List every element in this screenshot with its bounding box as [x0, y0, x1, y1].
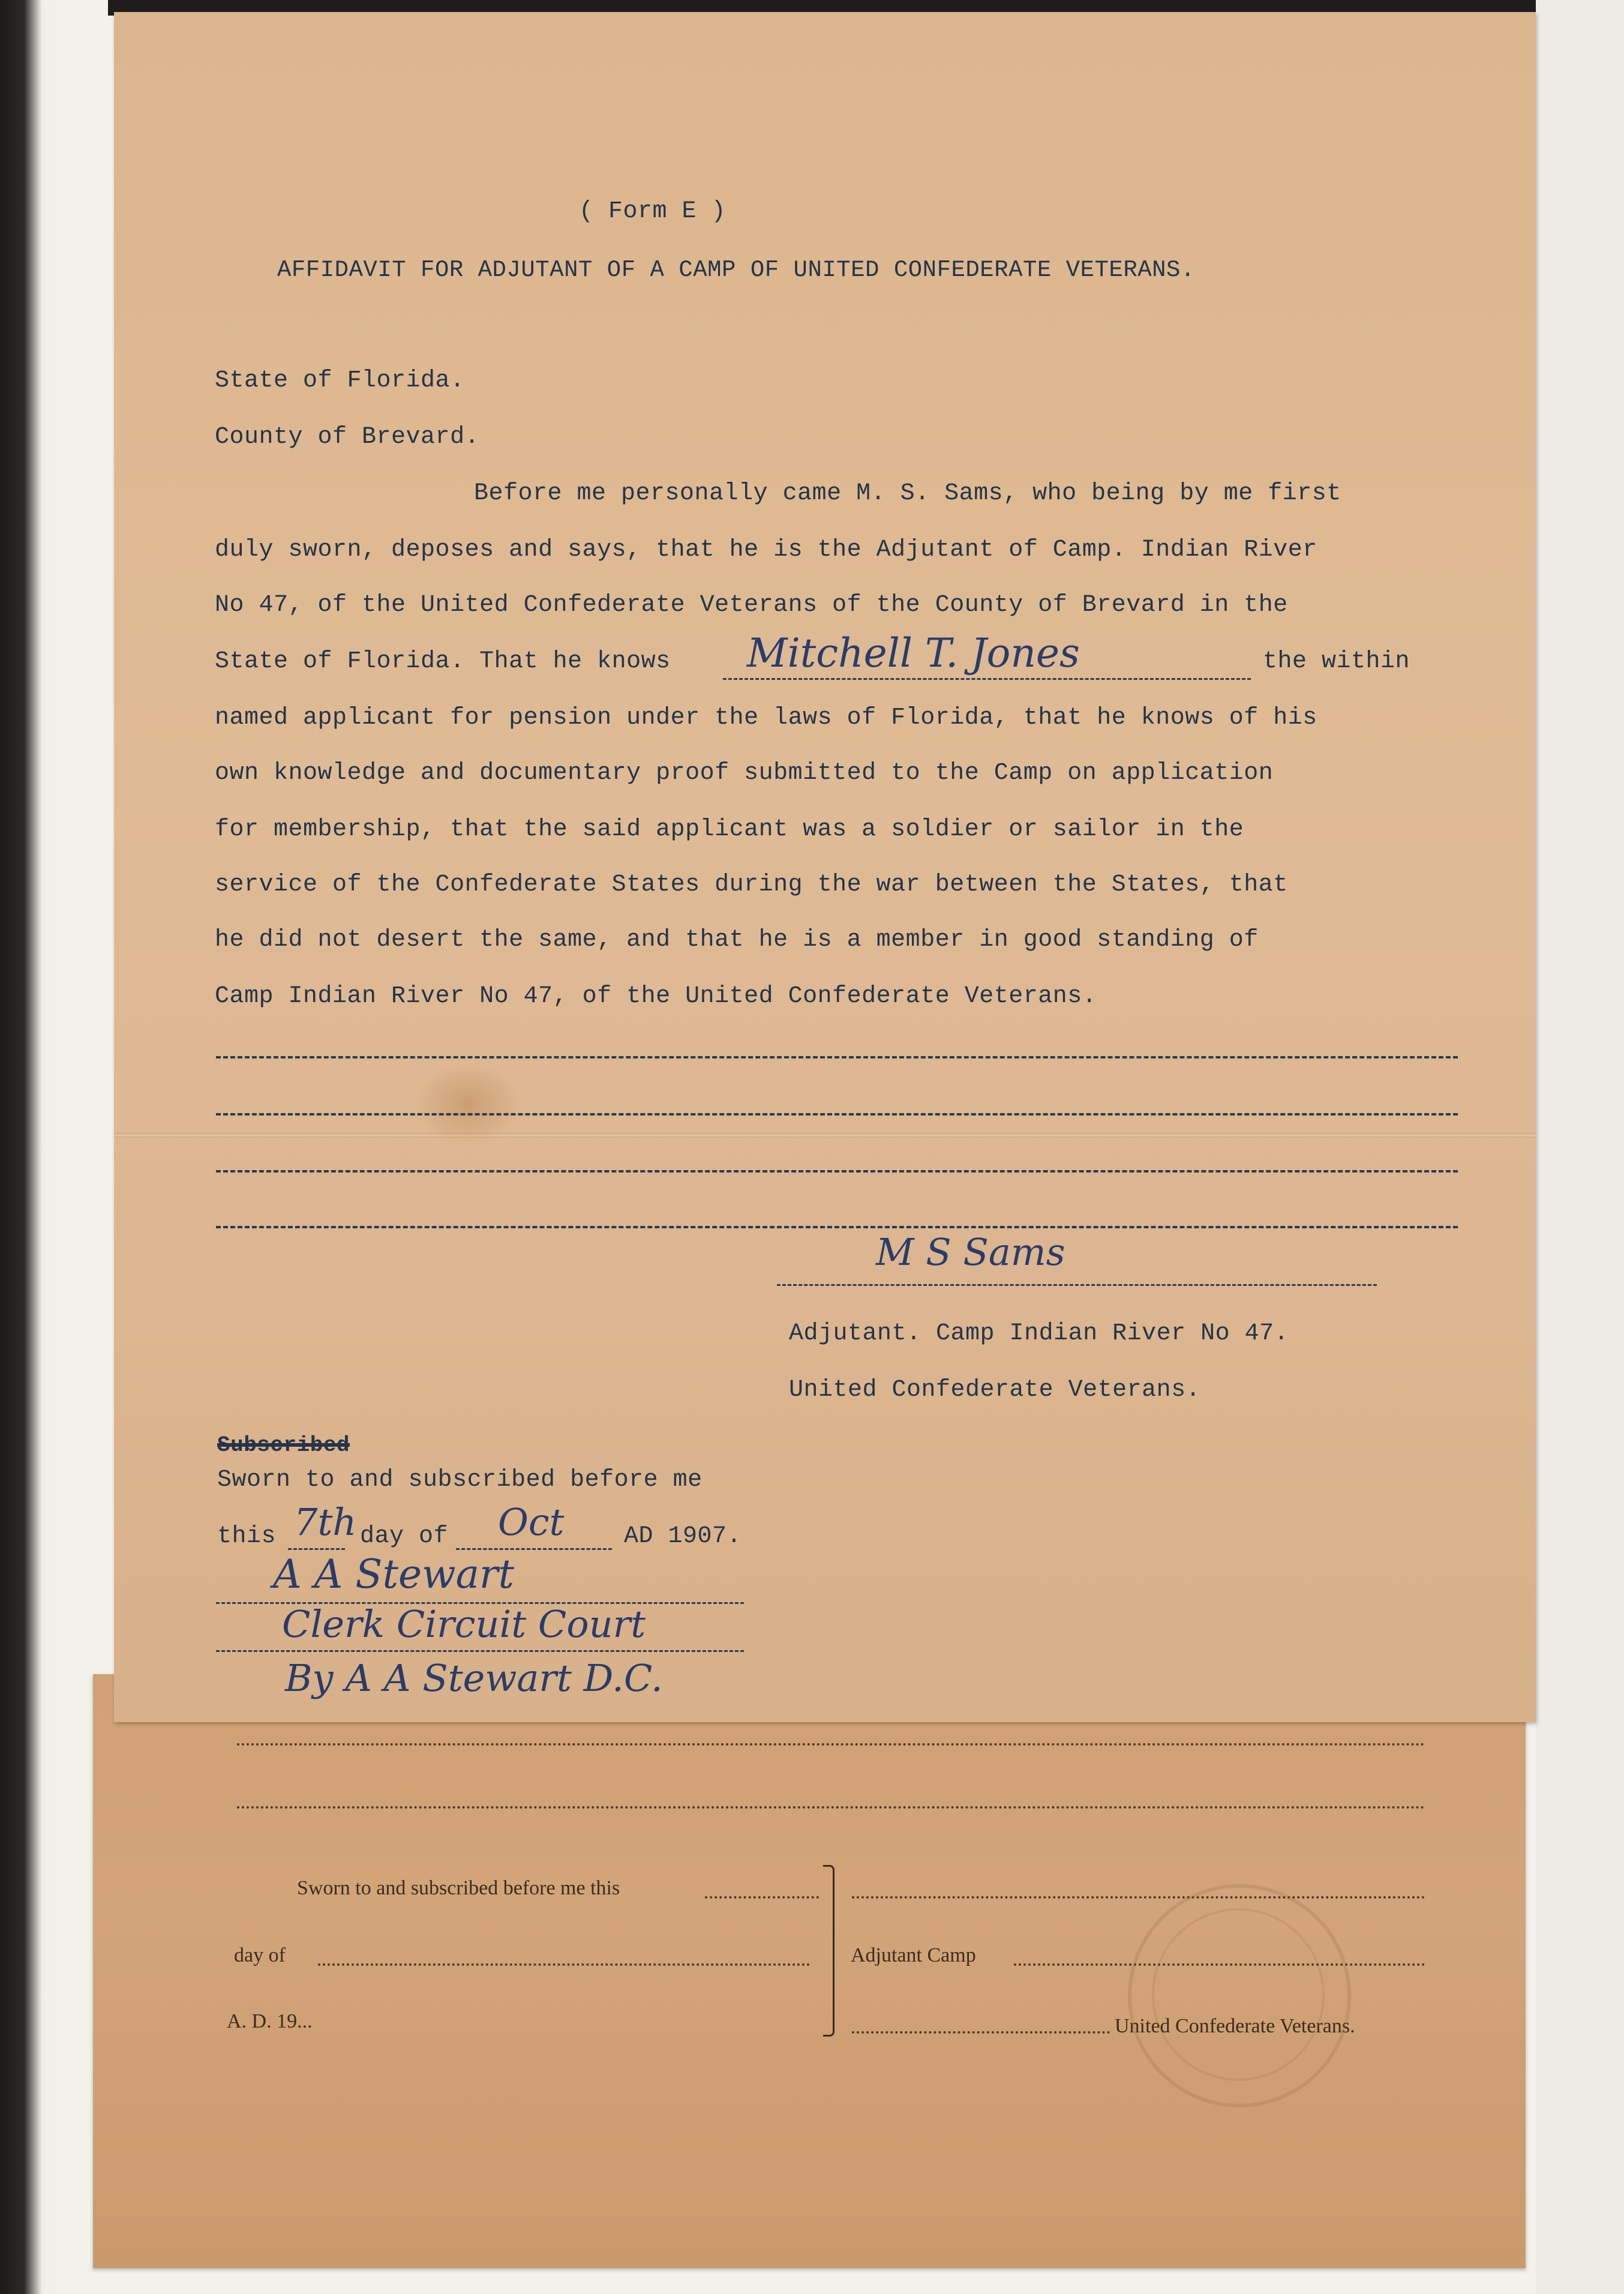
sworn-day-value: 7th [294, 1500, 357, 1544]
stub-brace [823, 1865, 834, 2037]
body-line-5: named applicant for pension under the laws of Florida, that he knows of his [215, 704, 1317, 731]
applicant-name-underline [723, 678, 1251, 680]
stub-ucv-dots [852, 2031, 1110, 2034]
stub-adjutant-camp: Adjutant Camp [851, 1944, 976, 1966]
stub-day-dots [318, 1963, 810, 1966]
body-line-3: No 47, of the United Confederate Veterans of the County of Brevard in the [215, 592, 1288, 619]
body-line-4b: the within [1263, 648, 1410, 675]
paper-stain [414, 1062, 522, 1146]
stub-sworn-dots [705, 1896, 819, 1899]
sworn-month-value: Oct [498, 1500, 565, 1544]
form-label: ( Form E ) [579, 198, 727, 225]
filler-dash-line-1 [216, 1056, 1458, 1058]
sworn-month-underline [456, 1548, 612, 1550]
stub-day-of: day of [234, 1944, 286, 1966]
adjutant-signature-line [777, 1284, 1377, 1286]
body-line-10: Camp Indian River No 47, of the United Confederate Veterans. [215, 983, 1097, 1010]
clerk-signature: A A Stewart [273, 1551, 514, 1597]
stub-dotted-line-1 [237, 1743, 1425, 1746]
adjutant-title-2: United Confederate Veterans. [789, 1377, 1201, 1404]
embossed-seal-inner [1152, 1908, 1325, 2081]
scan-edge-left [0, 0, 66, 2294]
body-line-6: own knowledge and documentary proof submitted to the Camp on application [215, 760, 1274, 787]
stub-right-dots-1 [852, 1896, 1425, 1899]
stub-ad-line: A. D. 19... [227, 2010, 313, 2032]
body-line-7: for membership, that the said applicant was a soldier or sailor in the [215, 816, 1244, 843]
sworn-this: this [217, 1523, 277, 1550]
stub-dotted-line-2 [237, 1806, 1425, 1809]
applicant-name-signature: Mitchell T. Jones [747, 630, 1080, 676]
body-line-9: he did not desert the same, and that he is a member in good standing of [215, 926, 1259, 953]
deputy-clerk-line: By A A Stewart D.C. [285, 1656, 663, 1700]
adjutant-title-1: Adjutant. Camp Indian River No 47. [789, 1320, 1289, 1347]
fold-crease [114, 1133, 1536, 1138]
body-line-1: Before me personally came M. S. Sams, who being by me first [474, 480, 1341, 507]
scan-edge-right [1536, 0, 1624, 2294]
sworn-year: AD 1907. [624, 1523, 742, 1550]
stub-sworn-line: Sworn to and subscribed before me this [297, 1877, 620, 1899]
clerk-title: Clerk Circuit Court [282, 1602, 646, 1646]
sworn-day-underline [288, 1548, 345, 1550]
body-line-2: duly sworn, deposes and says, that he is the Adjutant of Camp. Indian River [215, 536, 1317, 563]
county-line: County of Brevard. [215, 424, 480, 451]
clerk-title-line [216, 1650, 744, 1652]
sworn-line-1: Sworn to and subscribed before me [217, 1467, 703, 1494]
adjutant-signature: M S Sams [876, 1230, 1065, 1274]
stub-ucv: United Confederate Veterans. [1115, 2015, 1355, 2037]
body-line-4: State of Florida. That he knows [215, 648, 671, 675]
body-line-8: service of the Confederate States during the war between the States, that [215, 871, 1288, 898]
state-line: State of Florida. [215, 367, 465, 394]
filler-dash-line-2 [216, 1113, 1458, 1115]
subscribed-struck: Subscribed [217, 1433, 350, 1458]
filler-dash-line-4 [216, 1226, 1458, 1228]
filler-dash-line-3 [216, 1170, 1458, 1173]
sworn-day-of: day of [360, 1523, 449, 1550]
form-title: AFFIDAVIT FOR ADJUTANT OF A CAMP OF UNITED CONFEDERATE VETERANS. [277, 257, 1195, 283]
